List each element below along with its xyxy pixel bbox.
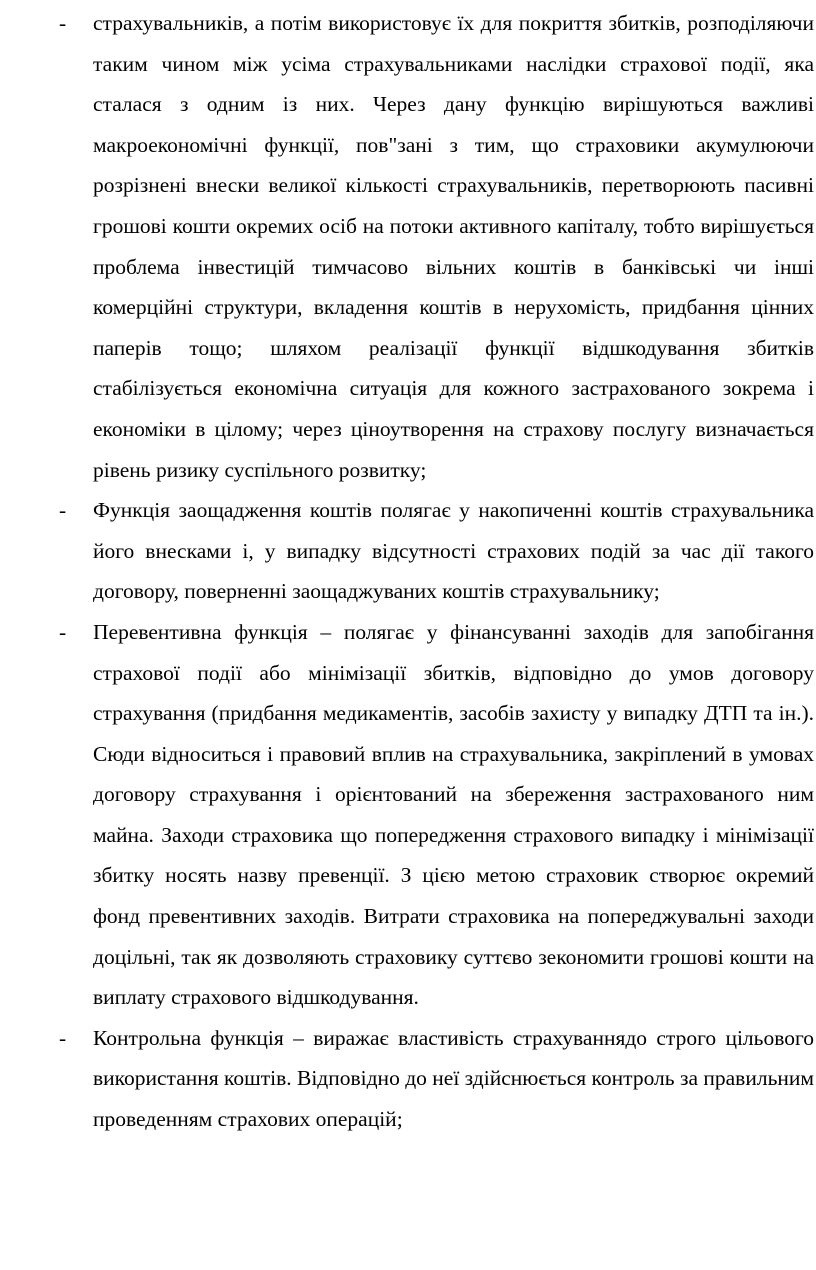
list-item-text: Функція заощадження коштів полягає у накопиченні коштів страхувальника його внесками і, у випадку відсутності страхових подій за час дії такого договору, поверненні заощаджуваних коштів страхувальнику; [93, 498, 814, 604]
list-item-savings-function [0, 490, 816, 612]
list-item-compensation [0, 3, 816, 490]
list-item-preventive-function [0, 612, 816, 1018]
list-bullet: - [59, 11, 67, 35]
list-item-text: Перевентивна функція – полягає у фінансуванні заходів для запобігання страхової події або мінімізації збитків, відповідно до умов договору страхування (придбання медикаментів, засобів захисту у випадку ДТП та ін.). Сюди відноситься і правовий вплив на страхувальника, закріплений в умовах договору страхування і орієнтований на збереження застрахованого ним майна. Заходи страховика що попередження страхового випадку і мінімізації збитку носять назву превенції. З цією метою страховик створює окремий фонд превентивних заходів. Витрати страховика на попереджувальні заходи доцільні, так як дозволяють страховику суттєво зекономити грошові кошти на виплату страхового відшкодування. [93, 619, 814, 1010]
list-item-control-function [0, 1018, 816, 1140]
list-bullet: - [59, 498, 67, 523]
list-item-text: страхувальників, а потім використовує їх для покриття збитків, розподіляючи таким чином між усіма страхувальниками наслідки страхової події, яка сталася з одним із них. Через дану функцію вирішуються важливі макроекономічні функції, пов"зані з тим, що страховики акумулюючи розрізнені внески великої кількості страхувальників, перетворюють пасивні грошові кошти окремих осіб на потоки активного капіталу, тобто вирішується проблема інвестицій тимчасово вільних коштів в банківські чи інші комерційні структури, вкладення коштів в нерухомість, придбання цінних паперів тощо; шляхом реалізації функції відшкодування збитків стабілізується економічна ситуація для кожного застрахованого зокрема і економіки в цілому; через ціноутворення на страхову послугу визначається рівень ризику суспільного розвитку; [93, 11, 814, 482]
list-item-text: Контрольна функція – виражає властивість страхуваннядо строго цільового використання коштів. Відповідно до неї здійснюється контроль за правильним проведенням страхових операцій; [93, 1025, 814, 1132]
list-bullet: - [59, 619, 67, 644]
list-bullet: - [59, 1025, 67, 1050]
